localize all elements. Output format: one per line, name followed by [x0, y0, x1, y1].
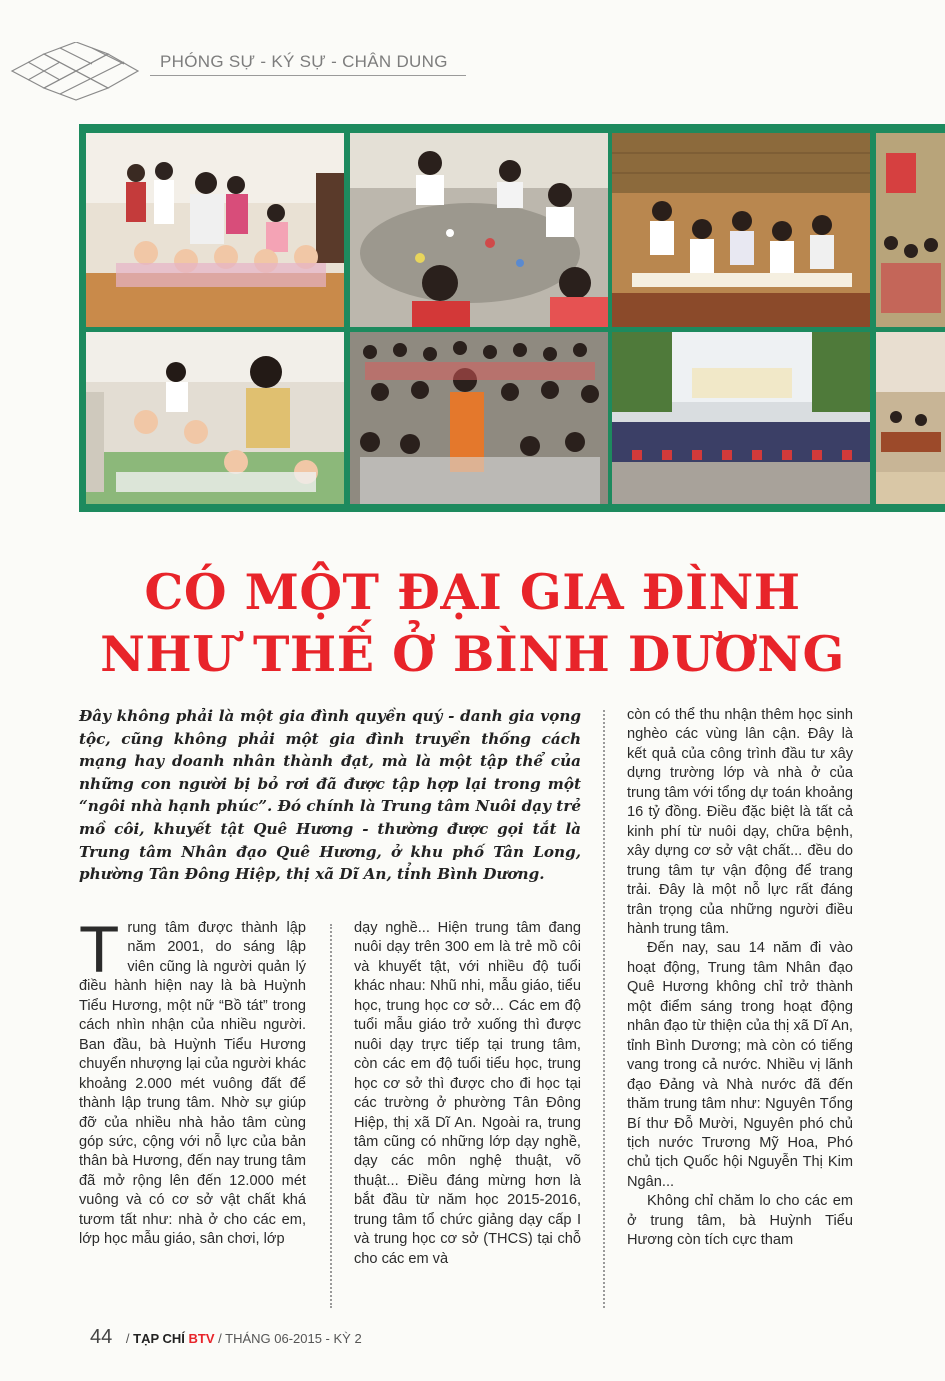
photo-crowd-children [350, 332, 608, 504]
body-column-3-paragraph-2: Đến nay, sau 14 năm đi vào hoạt động, Trung tâm Nhân đạo Quê Hương không chỉ trở thành một điểm sáng trong hoạt động nhân đạo từ thiện của thị xã Dĩ An, tỉnh Bình Dương; mà còn có tiếng vang trong cả nước. Nhiều vị lãnh đạo Đảng và Nhà nước đã đến thăm trung tâm như: Nguyên Tổng Bí thư Đỗ Mười, Nguyên phó chủ tịch nước Trương Mỹ Hoa, Phó chủ tịch Quốc hội Nguyễn Thị Kim Ngân... [627, 940, 853, 1190]
magazine-name: TẠP CHÍ [133, 1331, 185, 1346]
diamond-grid-logo-icon [10, 42, 140, 102]
body-column-3-paragraph-3: Không chỉ chăm lo cho các em ở trung tâm, bà Huỳnh Tiểu Hương còn tích cực tham [627, 1193, 853, 1249]
article-title-line-1: CÓ MỘT ĐẠI GIA ĐÌNH [144, 563, 801, 621]
article-title-line-2: NHƯ THẾ Ở BÌNH DƯƠNG [100, 625, 845, 683]
body-column-3 [627, 706, 853, 1251]
column-divider-2 [603, 710, 605, 1308]
body-column-1-text: rung tâm được thành lập năm 2001, do sáng lập viên cũng là người quản lý điều hành hiện nay là bà Huỳnh Tiểu Hương, một nữ “Bồ tát” trong cách nhìn nhận của nhiều người. Ban đầu, bà Huỳnh Tiểu Hương chuyển nhượng lại của người khác khoảng 2.000 mét vuông đất để thành lập trung tâm. Nhờ sự giúp đỡ của nhiều nhà hảo tâm cùng góp sức, cộng với nỗ lực của bản thân bà Hương, đến nay trung tâm đã mở rộng lên đến 12.000 mét vuông và có cơ sở vật chất khá tươm tất như: nhà ở cho các em, lớp học mẫu giáo, sân chơi, lớp [79, 920, 306, 1248]
page-number: 44 [90, 1326, 113, 1348]
photo-collage [79, 124, 945, 512]
photo-schoolyard-assembly [612, 332, 870, 504]
section-header [10, 42, 480, 102]
header-rule [150, 75, 466, 76]
photo-outdoor-group [876, 133, 945, 327]
body-column-1 [79, 912, 306, 1250]
body-column-2-text: dạy nghề... Hiện trung tâm đang nuôi dạy trên 300 em là trẻ mồ côi và khuyết tật, với nhiều độ tuổi khác nhau: Nhũ nhi, mẫu giáo, tiểu học, trung học cơ sở... Các em độ tuổi mẫu giáo trở xuống thì được nuôi dạy trực tiếp tại trung tâm, còn các em độ tuổi tiểu học, trung học cơ sở thì được cho đi học tại các trường ở phường Tân Đông Hiệp, thị xã Dĩ An. Ngoài ra, trung tâm cũng có những lớp dạy nghề, dạy các môn nghệ thuật, võ thuật... Điều đáng mừng hơn là bắt đầu từ năm học 2015-2016, trung tâm tổ chức giảng dạy cấp I và trung học cơ sở (THCS) tại chỗ cho các em và [354, 920, 581, 1267]
photo-children-crafts [350, 133, 608, 327]
magazine-brand: BTV [188, 1331, 215, 1346]
photo-babies-room [86, 133, 344, 327]
page-footer [90, 1326, 362, 1349]
body-column-2 [354, 919, 581, 1269]
photo-caregiver-babies [86, 332, 344, 504]
footer-separator: / [125, 1331, 130, 1346]
photo-classroom [612, 133, 870, 327]
body-column-3-paragraph-1: còn có thể thu nhận thêm học sinh nghèo các vùng lân cận. Đây là kết quả của công trình đầu tư xây dựng trường lớp và nhà ở của trung tâm với tổng dự toán khoảng 16 tỷ đồng. Điều đặc biệt là tất cả kinh phí từ nuôi dạy, chữa bệnh, xây dựng cơ sở vật chất... đều do trung tâm tự vận động để trang trải. Đây là một nỗ lực rất đáng trân trọng của những người điều hành trung tâm. [627, 707, 853, 937]
issue-info: / THÁNG 06-2015 - KỲ 2 [218, 1331, 362, 1346]
article-lead: Đây không phải là một gia đình quyền quý - danh gia vọng tộc, cũng không phải một gia đình truyền thống cách mạng hay doanh nhân thành đạt, mà là một tập thể của những con người bị bỏ rơi đã được tập hợp lại trong một “ngôi nhà hạnh phúc”. Đó chính là Trung tâm Nuôi dạy trẻ mồ côi, khuyết tật Quê Hương - thường được gọi tắt là Trung tâm Nhân đạo Quê Hương, ở khu phố Tân Long, phường Tân Đông Hiệp, thị xã Dĩ An, tỉnh Bình Dương. [79, 707, 581, 884]
drop-cap: T [79, 912, 120, 986]
photo-dining-hall [876, 332, 945, 504]
section-title: PHÓNG SỰ - KÝ SỰ - CHÂN DUNG [160, 52, 448, 71]
column-divider-1 [330, 924, 332, 1308]
